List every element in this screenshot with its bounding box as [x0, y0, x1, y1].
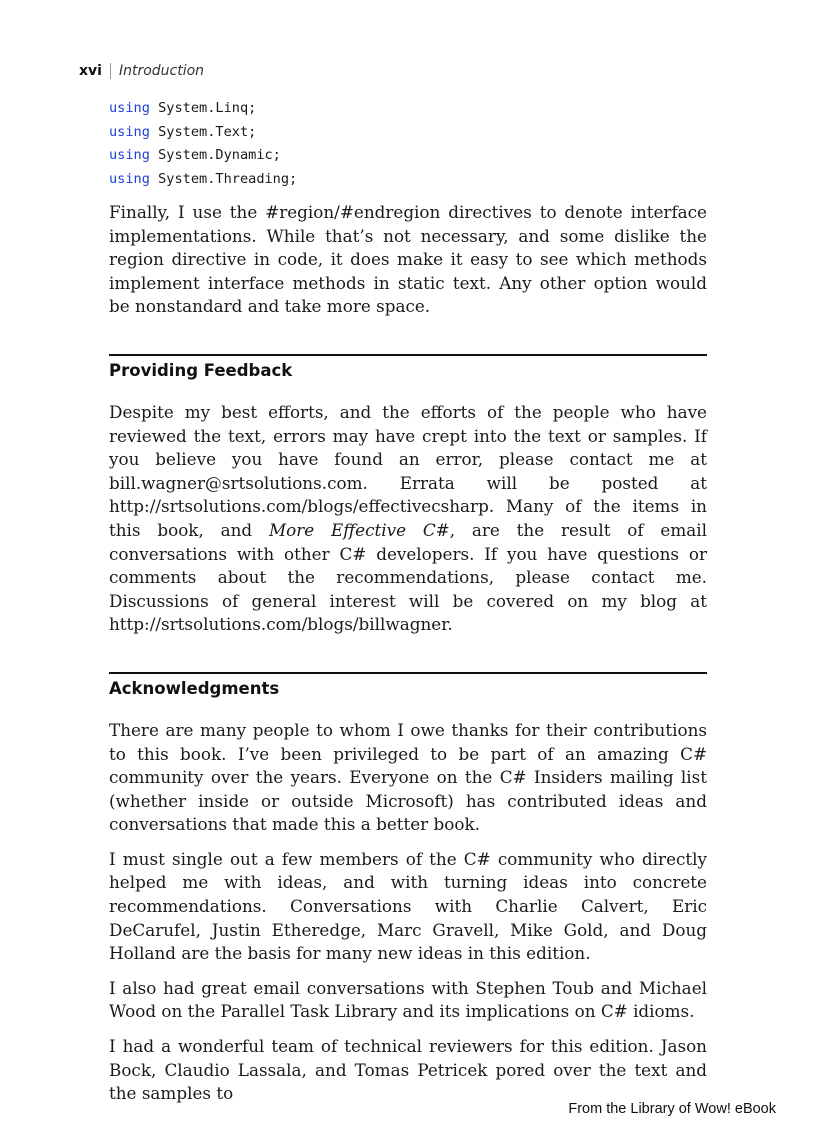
header-divider — [110, 63, 111, 79]
feedback-paragraph — [109, 401, 707, 637]
footer-watermark: From the Library of Wow! eBook — [568, 1101, 776, 1117]
ack-paragraph: There are many people to whom I owe thanks for their contributions to this book. I’ve been privileged to be part of an amazing C# community over the years. Everyone on the C# Insiders mailing list (whether inside or outside Microsoft) has contributed ideas and conversations that made this a better book. — [109, 719, 707, 835]
code-keyword: using — [109, 100, 150, 116]
ack-paragraph: I must single out a few members of the C# community who directly helped me with ideas, and with turning ideas into concrete recommendations. Conversations with Charlie Calvert, Eric DeCarufel, Justin Etheredge, Marc Gravell, Mike Gold, and Doug Holland are the basis for many new ideas in this edition. — [109, 848, 707, 964]
ack-paragraph: I also had great email conversations with Stephen Toub and Michael Wood on the Parallel Task Library and its implications on C# idioms. — [109, 977, 707, 1022]
ack-paragraph: I had a wonderful team of technical reviewers for this edition. Jason Bock, Claudio Lassala, and Tomas Petricek pored over the text and the samples to — [109, 1036, 707, 1104]
feedback-text-start: Despite my best efforts, and the efforts of the people who have reviewed the text, errors may have crept into the text or samples. If you believe you have found an error, please contact me at bill.wagner@srtsolutions.com. Errata will be posted at http://srtsolutions.com/blogs/effectivecsharp. Many of the items in this book, and — [109, 401, 707, 540]
code-line — [109, 144, 709, 168]
page-body — [109, 201, 707, 1117]
section-rule-feedback — [109, 354, 707, 356]
code-text: System.Linq; — [149, 100, 257, 116]
code-line — [109, 168, 709, 192]
code-keyword: using — [109, 147, 150, 163]
page-number: xvi — [79, 63, 102, 79]
section-rule-acknowledgments — [109, 672, 707, 674]
code-text: System.Text; — [149, 123, 257, 140]
code-block — [109, 97, 709, 191]
running-header — [79, 62, 204, 80]
code-line — [109, 121, 709, 145]
code-line — [109, 97, 709, 121]
code-text: System.Threading; — [149, 170, 298, 187]
code-keyword: using — [109, 123, 150, 140]
code-keyword: using — [109, 170, 150, 187]
intro-paragraph: Finally, I use the #region/#endregion directives to denote interface implementations. While that’s not necessary, and some dislike the region directive in code, it does make it easy to see which methods implement interface methods in static text. Any other option would be nonstandard and take more space. — [109, 202, 707, 317]
feedback-text-end: , are the result of email conversations with other C# developers. If you have questions or comments about the recommendations, please contact me. Discussions of general interest will be covered on my blog at http://srtsolutions.com/blogs/billwagner. — [109, 519, 707, 635]
section-heading-acknowledgments: Acknowledgments — [109, 678, 280, 698]
running-title: Introduction — [118, 63, 205, 79]
section-heading-feedback: Providing Feedback — [109, 360, 293, 380]
code-text: System.Dynamic; — [149, 147, 281, 163]
book-title-more-effective-csharp: More Effective C# — [268, 519, 450, 540]
